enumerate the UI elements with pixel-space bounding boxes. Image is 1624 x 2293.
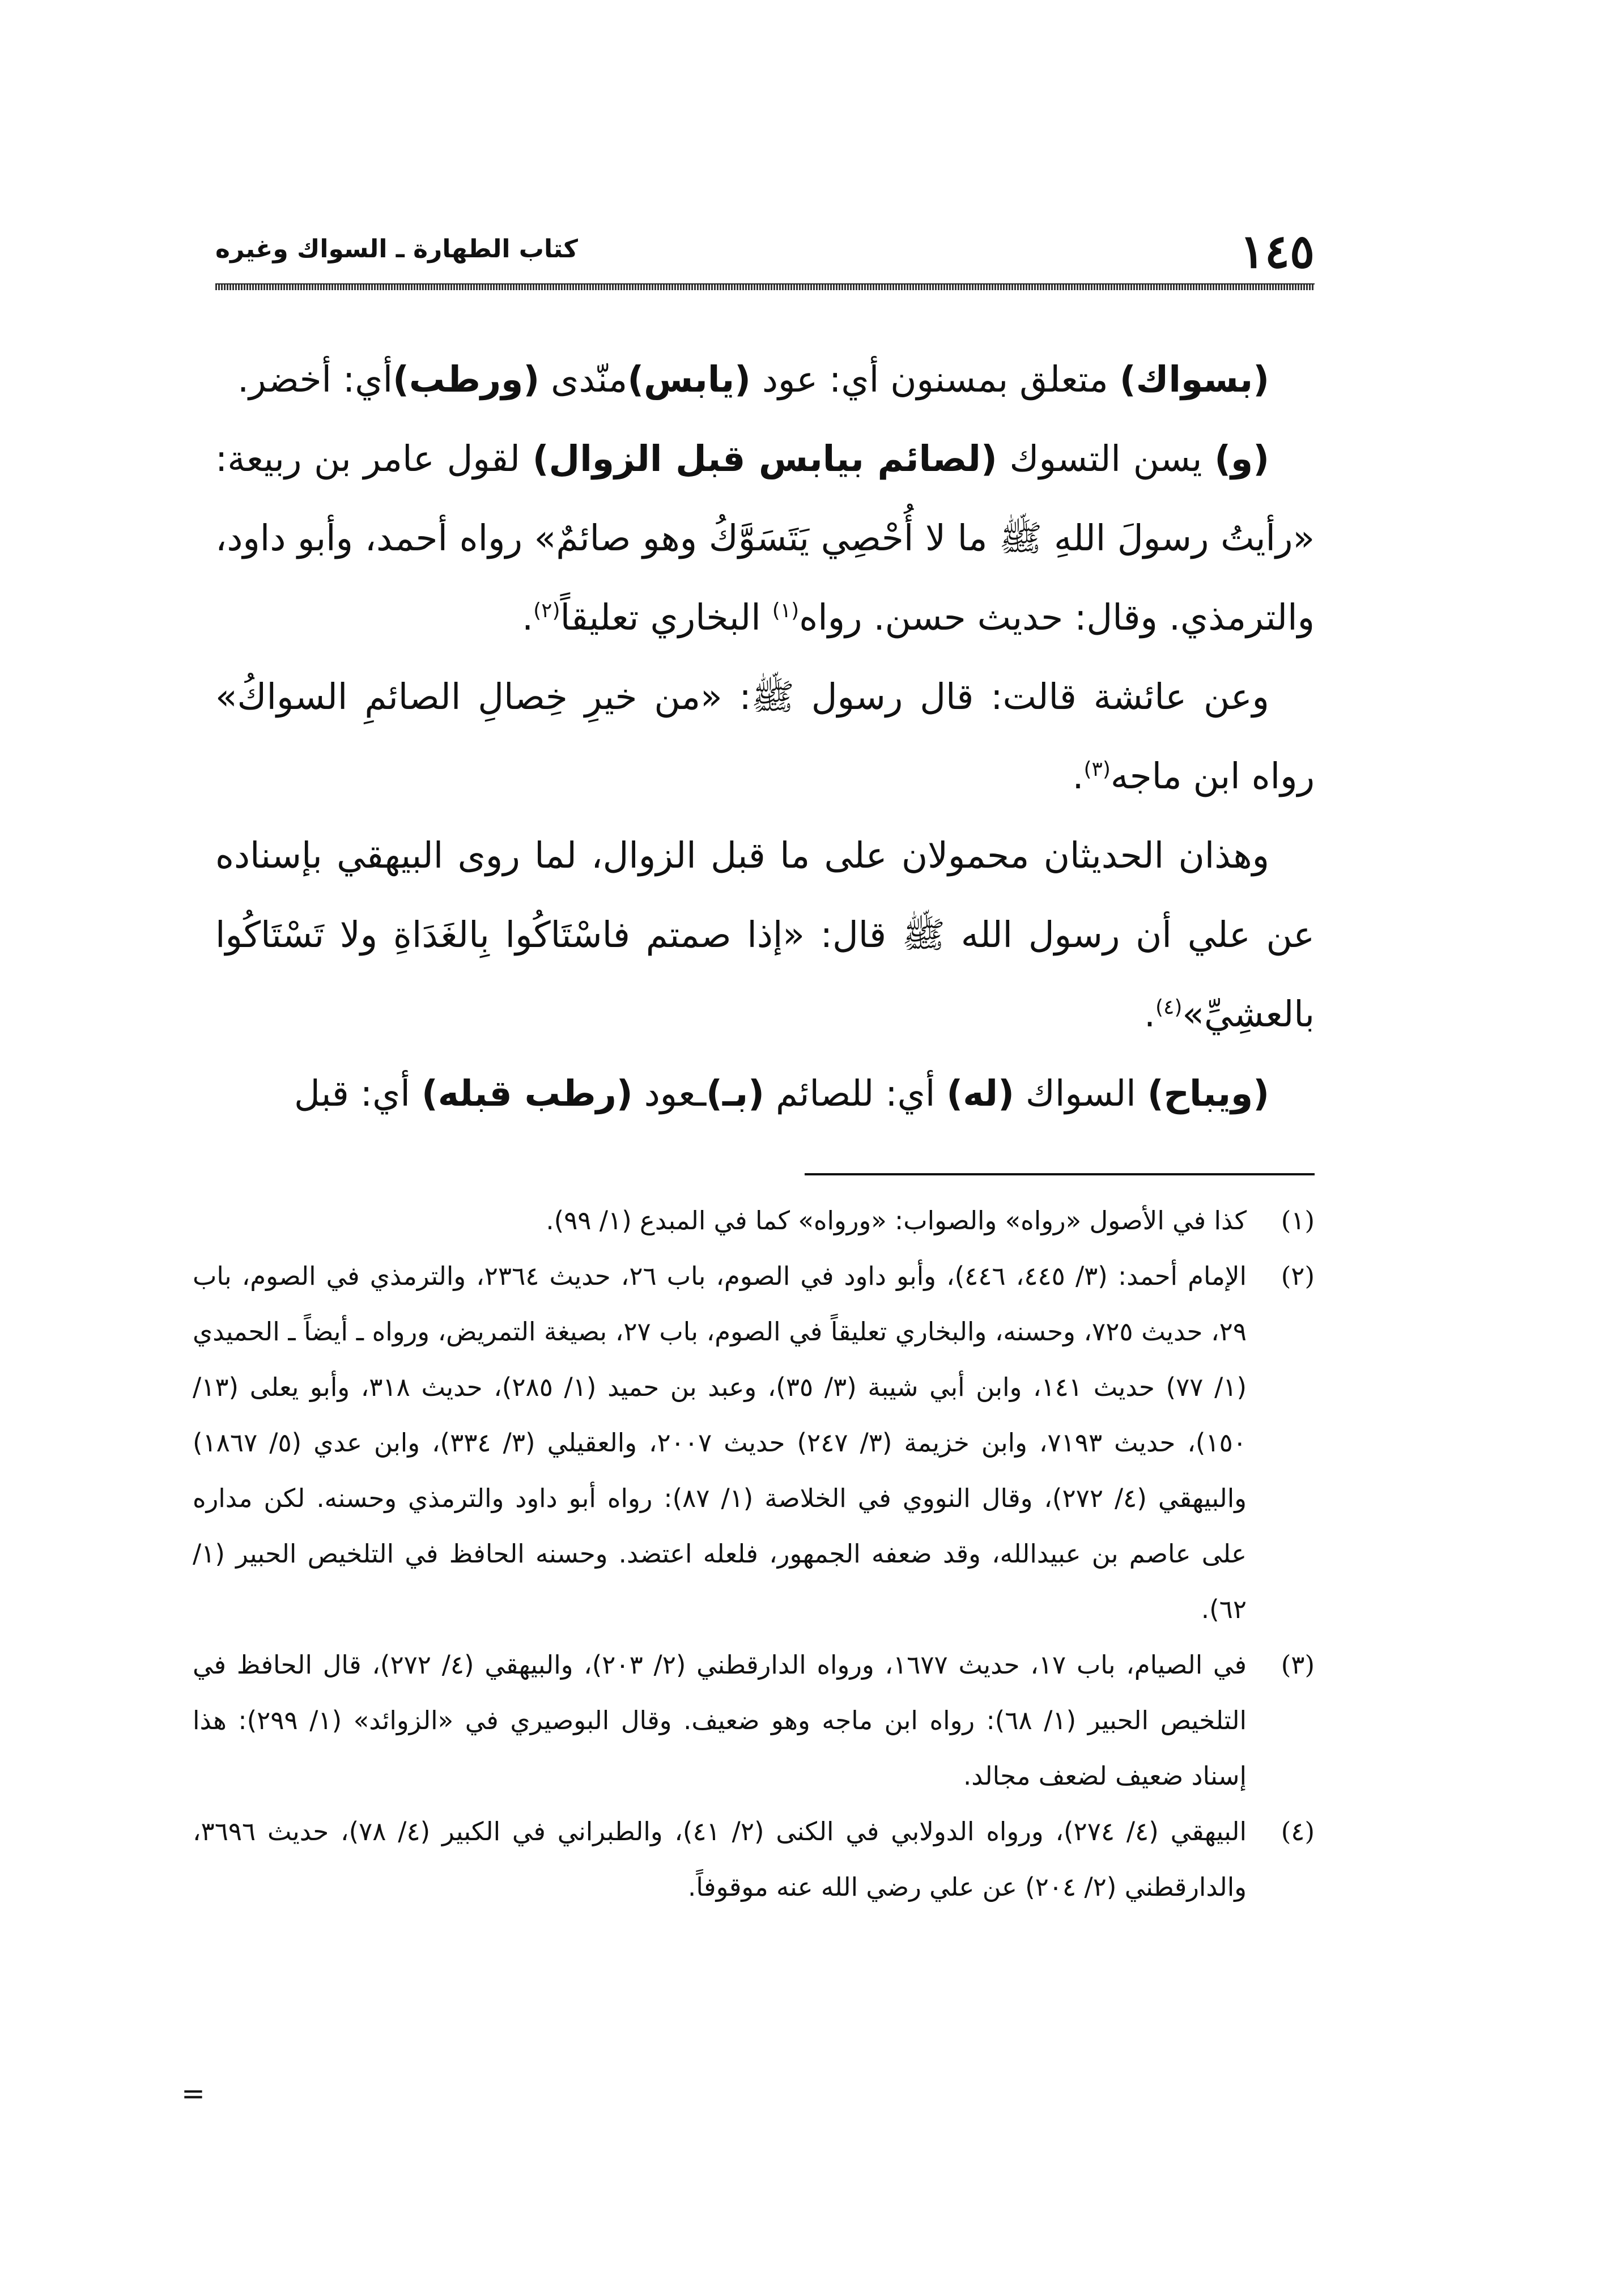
paragraph-2 bbox=[215, 419, 1315, 657]
sharh-text: وهذان الحديثان محمولان على ما قبل الزوال، لما روى البيهقي بإسناده عن علي أن رسول الله ﷺ قال: «إذا صمتم فاسْتَاكُوا بِالغَدَاةِ ولا تَسْتَاكُوا بالعشِيِّ» bbox=[215, 835, 1315, 1035]
sharh-text: أي: أخضر. bbox=[237, 359, 393, 400]
main-text bbox=[215, 340, 1315, 1133]
matn-term: (له) bbox=[946, 1073, 1014, 1114]
sharh-text: أي: للصائم bbox=[764, 1073, 947, 1114]
sharh-text: البخاري تعليقاً bbox=[560, 597, 772, 638]
footnote-text: البيهقي (٤/ ٢٧٤)، ورواه الدولابي في الكنى (٢/ ٤١)، والطبراني في الكبير (٤/ ٧٨)، حديث ٣٦٩٦، والدارقطني (٢/ ٢٠٤) عن علي رضي الله عنه موقوفاً. bbox=[193, 1816, 1247, 1902]
footnote-number: (٤) bbox=[1281, 1816, 1315, 1846]
footnote-ref-1[interactable]: (١) bbox=[772, 599, 800, 622]
sharh-text: ـعود bbox=[632, 1073, 707, 1114]
sharh-text: . bbox=[1072, 755, 1084, 797]
header-rule bbox=[215, 283, 1315, 290]
footnote-number: (١) bbox=[1281, 1205, 1315, 1235]
footnote-ref-4[interactable]: (٤) bbox=[1155, 996, 1183, 1019]
matn-term: (ويباح) bbox=[1147, 1073, 1269, 1114]
matn-term: (و) bbox=[1214, 438, 1269, 479]
sharh-text: وعن عائشة قالت: قال رسول ﷺ: «من خيرِ خِصالِ الصائمِ السواكُ» رواه ابن ماجه bbox=[215, 676, 1315, 797]
sharh-text: متعلق بمسنون أي: عود bbox=[750, 359, 1120, 400]
matn-term: (يابس) bbox=[627, 359, 751, 400]
matn-term: (بسواك) bbox=[1119, 359, 1269, 400]
footnote-ref-2[interactable]: (٢) bbox=[533, 599, 560, 622]
paragraph-5 bbox=[215, 1054, 1315, 1133]
continuation-mark: = bbox=[181, 2077, 205, 2110]
sharh-text: . bbox=[1143, 993, 1155, 1035]
footnote-3 bbox=[193, 1637, 1315, 1804]
sharh-text: السواك bbox=[1014, 1073, 1147, 1114]
footnote-1 bbox=[193, 1193, 1315, 1249]
paragraph-4 bbox=[215, 816, 1315, 1054]
footnote-2 bbox=[193, 1249, 1315, 1637]
footnote-number: (٣) bbox=[1281, 1650, 1315, 1680]
footnote-text: في الصيام، باب ١٧، حديث ١٦٧٧، ورواه الدارقطني (٢/ ٢٠٣)، والبيهقي (٤/ ٢٧٢)، قال الحافظ في التلخيص الحبير (١/ ٦٨): رواه ابن ماجه وهو ضعيف. وقال البوصيري في «الزوائد» (١/ ٢٩٩): هذا إسناد ضعيف لضعف مجالد. bbox=[193, 1650, 1247, 1791]
sharh-text: لقول عامر بن ربيعة: «رأيتُ رسولَ اللهِ ﷺ ما لا أُحْصِي يَتَسَوَّكُ وهو صائمٌ» رواه أحمد، وأبو داود، والترمذي. وقال: حديث حسن. رواه bbox=[215, 438, 1315, 638]
running-header bbox=[215, 224, 1315, 279]
matn-term: (ورطب) bbox=[393, 359, 540, 400]
footnote-number: (٢) bbox=[1281, 1261, 1315, 1291]
footnote-4 bbox=[193, 1804, 1315, 1915]
matn-term: (رطب قبله) bbox=[421, 1073, 633, 1114]
footnote-separator bbox=[805, 1173, 1315, 1175]
matn-term: (بـ) bbox=[706, 1073, 764, 1114]
sharh-text: يسن التسوك bbox=[997, 438, 1215, 479]
sharh-text: أي: قبل bbox=[294, 1073, 422, 1114]
footnote-text: الإمام أحمد: (٣/ ٤٤٥، ٤٤٦)، وأبو داود في الصوم، باب ٢٦، حديث ٢٣٦٤، والترمذي في الصوم، باب ٢٩، حديث ٧٢٥، وحسنه، والبخاري تعليقاً في الصوم، باب ٢٧، بصيغة التمريض، ورواه ـ أيضاً ـ الحميدي (١/ ٧٧) حديث ١٤١، وابن أبي شيبة (٣/ ٣٥)، وعبد بن حميد (١/ ٢٨٥)، حديث ٣١٨، وأبو يعلى (١٣/ ١٥٠)، حديث ٧١٩٣، وابن خزيمة (٣/ ٢٤٧) حديث ٢٠٠٧، والعقيلي (٣/ ٣٣٤)، وابن عدي (٥/ ١٨٦٧) والبيهقي (٤/ ٢٧٢)، وقال النووي في الخلاصة (١/ ٨٧): رواه أبو داود والترمذي وحسنه. لكن مداره على عاصم بن عبيدالله، وقد ضعفه الجمهور، فلعله اعتضد. وحسنه الحافظ في التلخيص الحبير (١/ ٦٢). bbox=[193, 1261, 1247, 1624]
paragraph-1 bbox=[215, 340, 1315, 419]
matn-term: (لصائم بيابس قبل الزوال) bbox=[532, 438, 997, 479]
footnote-ref-3[interactable]: (٣) bbox=[1083, 758, 1111, 781]
footnote-text: كذا في الأصول «رواه» والصواب: «ورواه» كما في المبدع (١/ ٩٩). bbox=[546, 1205, 1247, 1235]
sharh-text: . bbox=[522, 597, 534, 638]
page-number: ١٤٥ bbox=[1239, 224, 1315, 279]
footnotes bbox=[193, 1193, 1315, 1915]
running-title: كتاب الطهارة ـ السواك وغيره bbox=[215, 235, 579, 264]
sharh-text: منّدى bbox=[539, 359, 628, 400]
paragraph-3 bbox=[215, 657, 1315, 816]
